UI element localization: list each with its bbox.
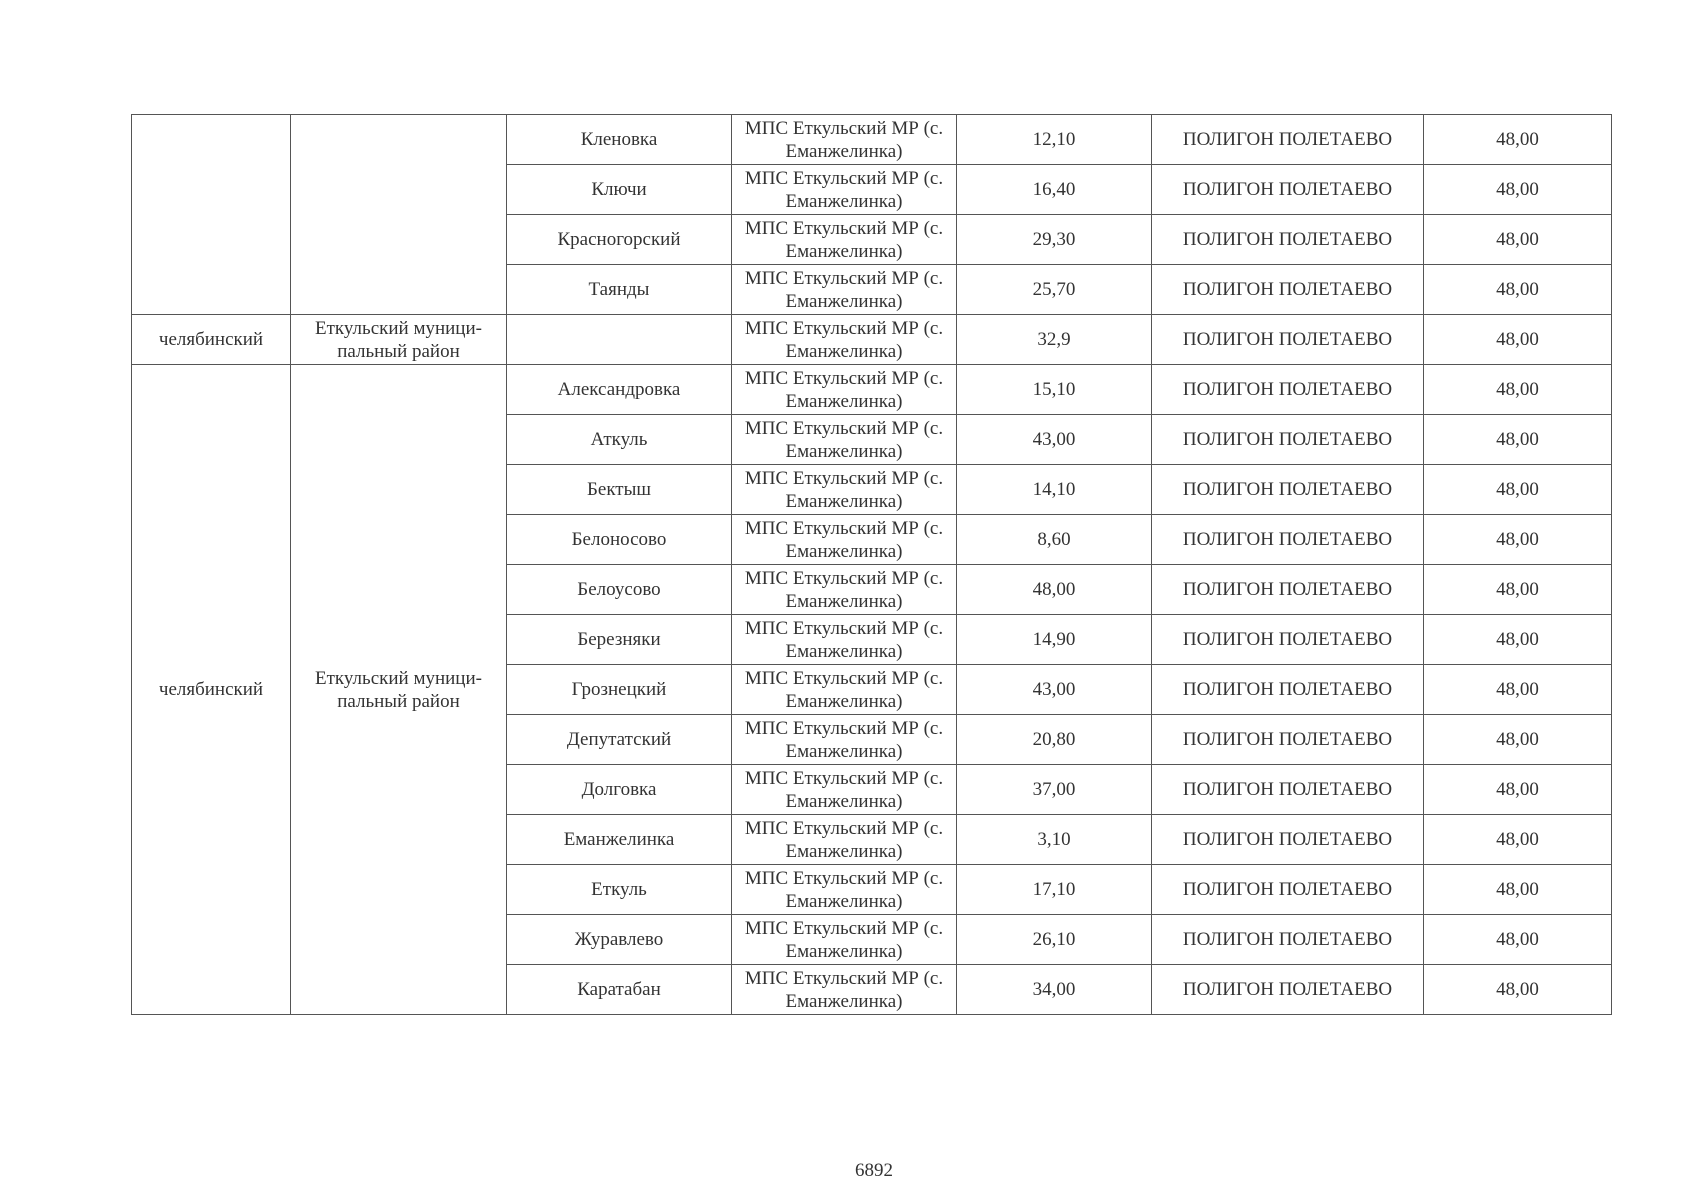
cluster-cell: челябинский (132, 315, 291, 365)
distance-cell: 48,00 (957, 565, 1152, 615)
settlement-cell: Белоносово (507, 515, 732, 565)
destination-cell: ПОЛИГОН ПОЛЕТАЕВО (1152, 515, 1424, 565)
value-cell: 48,00 (1424, 865, 1612, 915)
distance-cell: 34,00 (957, 965, 1152, 1015)
settlement-cell (507, 315, 732, 365)
value-cell: 48,00 (1424, 115, 1612, 165)
destination-cell: ПОЛИГОН ПОЛЕТАЕВО (1152, 815, 1424, 865)
table-row (132, 365, 1612, 415)
value-cell: 48,00 (1424, 815, 1612, 865)
source-cell: МПС Еткульский МР (с. Еманжелинка) (732, 715, 957, 765)
destination-cell: ПОЛИГОН ПОЛЕТАЕВО (1152, 115, 1424, 165)
distance-cell: 14,10 (957, 465, 1152, 515)
settlement-cell: Долговка (507, 765, 732, 815)
settlement-cell: Ключи (507, 165, 732, 215)
settlement-cell: Березняки (507, 615, 732, 665)
source-cell: МПС Еткульский МР (с. Еманжелинка) (732, 315, 957, 365)
source-cell: МПС Еткульский МР (с. Еманжелинка) (732, 815, 957, 865)
settlement-cell: Белоусово (507, 565, 732, 615)
district-cell: Еткульский муници-пальный район (291, 365, 507, 1015)
distance-cell: 12,10 (957, 115, 1152, 165)
settlement-cell: Бектыш (507, 465, 732, 515)
source-cell: МПС Еткульский МР (с. Еманжелинка) (732, 115, 957, 165)
value-cell: 48,00 (1424, 515, 1612, 565)
district-cell: Еткульский муници-пальный район (291, 315, 507, 365)
destination-cell: ПОЛИГОН ПОЛЕТАЕВО (1152, 615, 1424, 665)
source-cell: МПС Еткульский МР (с. Еманжелинка) (732, 465, 957, 515)
value-cell: 48,00 (1424, 165, 1612, 215)
distance-cell: 25,70 (957, 265, 1152, 315)
distance-cell: 3,10 (957, 815, 1152, 865)
distance-cell: 17,10 (957, 865, 1152, 915)
value-cell: 48,00 (1424, 715, 1612, 765)
source-cell: МПС Еткульский МР (с. Еманжелинка) (732, 515, 957, 565)
source-cell: МПС Еткульский МР (с. Еманжелинка) (732, 615, 957, 665)
distance-cell: 29,30 (957, 215, 1152, 265)
value-cell: 48,00 (1424, 415, 1612, 465)
value-cell: 48,00 (1424, 315, 1612, 365)
distance-cell: 32,9 (957, 315, 1152, 365)
value-cell: 48,00 (1424, 365, 1612, 415)
destination-cell: ПОЛИГОН ПОЛЕТАЕВО (1152, 965, 1424, 1015)
settlement-cell: Аткуль (507, 415, 732, 465)
source-cell: МПС Еткульский МР (с. Еманжелинка) (732, 965, 957, 1015)
source-cell: МПС Еткульский МР (с. Еманжелинка) (732, 865, 957, 915)
destination-cell: ПОЛИГОН ПОЛЕТАЕВО (1152, 765, 1424, 815)
settlement-cell: Еманжелинка (507, 815, 732, 865)
source-cell: МПС Еткульский МР (с. Еманжелинка) (732, 765, 957, 815)
destination-cell: ПОЛИГОН ПОЛЕТАЕВО (1152, 165, 1424, 215)
value-cell: 48,00 (1424, 915, 1612, 965)
destination-cell: ПОЛИГОН ПОЛЕТАЕВО (1152, 565, 1424, 615)
transport-table (131, 114, 1612, 1015)
settlement-cell: Кленовка (507, 115, 732, 165)
source-cell: МПС Еткульский МР (с. Еманжелинка) (732, 915, 957, 965)
destination-cell: ПОЛИГОН ПОЛЕТАЕВО (1152, 365, 1424, 415)
value-cell: 48,00 (1424, 665, 1612, 715)
value-cell: 48,00 (1424, 965, 1612, 1015)
settlement-cell: Красногорский (507, 215, 732, 265)
value-cell: 48,00 (1424, 565, 1612, 615)
destination-cell: ПОЛИГОН ПОЛЕТАЕВО (1152, 865, 1424, 915)
distance-cell: 15,10 (957, 365, 1152, 415)
value-cell: 48,00 (1424, 215, 1612, 265)
source-cell: МПС Еткульский МР (с. Еманжелинка) (732, 565, 957, 615)
distance-cell: 37,00 (957, 765, 1152, 815)
page-number: 6892 (855, 1160, 893, 1181)
table-body (132, 115, 1612, 1015)
table-row (132, 115, 1612, 165)
destination-cell: ПОЛИГОН ПОЛЕТАЕВО (1152, 415, 1424, 465)
destination-cell: ПОЛИГОН ПОЛЕТАЕВО (1152, 915, 1424, 965)
value-cell: 48,00 (1424, 465, 1612, 515)
source-cell: МПС Еткульский МР (с. Еманжелинка) (732, 415, 957, 465)
cluster-cell: челябинский (132, 365, 291, 1015)
distance-cell: 43,00 (957, 415, 1152, 465)
distance-cell: 14,90 (957, 615, 1152, 665)
destination-cell: ПОЛИГОН ПОЛЕТАЕВО (1152, 265, 1424, 315)
settlement-cell: Каратабан (507, 965, 732, 1015)
source-cell: МПС Еткульский МР (с. Еманжелинка) (732, 215, 957, 265)
destination-cell: ПОЛИГОН ПОЛЕТАЕВО (1152, 465, 1424, 515)
destination-cell: ПОЛИГОН ПОЛЕТАЕВО (1152, 665, 1424, 715)
source-cell: МПС Еткульский МР (с. Еманжелинка) (732, 265, 957, 315)
settlement-cell: Депутатский (507, 715, 732, 765)
table-row (132, 315, 1612, 365)
settlement-cell: Еткуль (507, 865, 732, 915)
settlement-cell: Александровка (507, 365, 732, 415)
source-cell: МПС Еткульский МР (с. Еманжелинка) (732, 165, 957, 215)
empty-cluster-cell (132, 115, 291, 315)
settlement-cell: Грознецкий (507, 665, 732, 715)
empty-district-cell (291, 115, 507, 315)
destination-cell: ПОЛИГОН ПОЛЕТАЕВО (1152, 315, 1424, 365)
source-cell: МПС Еткульский МР (с. Еманжелинка) (732, 665, 957, 715)
distance-cell: 8,60 (957, 515, 1152, 565)
destination-cell: ПОЛИГОН ПОЛЕТАЕВО (1152, 215, 1424, 265)
value-cell: 48,00 (1424, 265, 1612, 315)
value-cell: 48,00 (1424, 615, 1612, 665)
distance-cell: 43,00 (957, 665, 1152, 715)
distance-cell: 16,40 (957, 165, 1152, 215)
distance-cell: 20,80 (957, 715, 1152, 765)
settlement-cell: Таянды (507, 265, 732, 315)
value-cell: 48,00 (1424, 765, 1612, 815)
source-cell: МПС Еткульский МР (с. Еманжелинка) (732, 365, 957, 415)
distance-cell: 26,10 (957, 915, 1152, 965)
settlement-cell: Журавлево (507, 915, 732, 965)
destination-cell: ПОЛИГОН ПОЛЕТАЕВО (1152, 715, 1424, 765)
